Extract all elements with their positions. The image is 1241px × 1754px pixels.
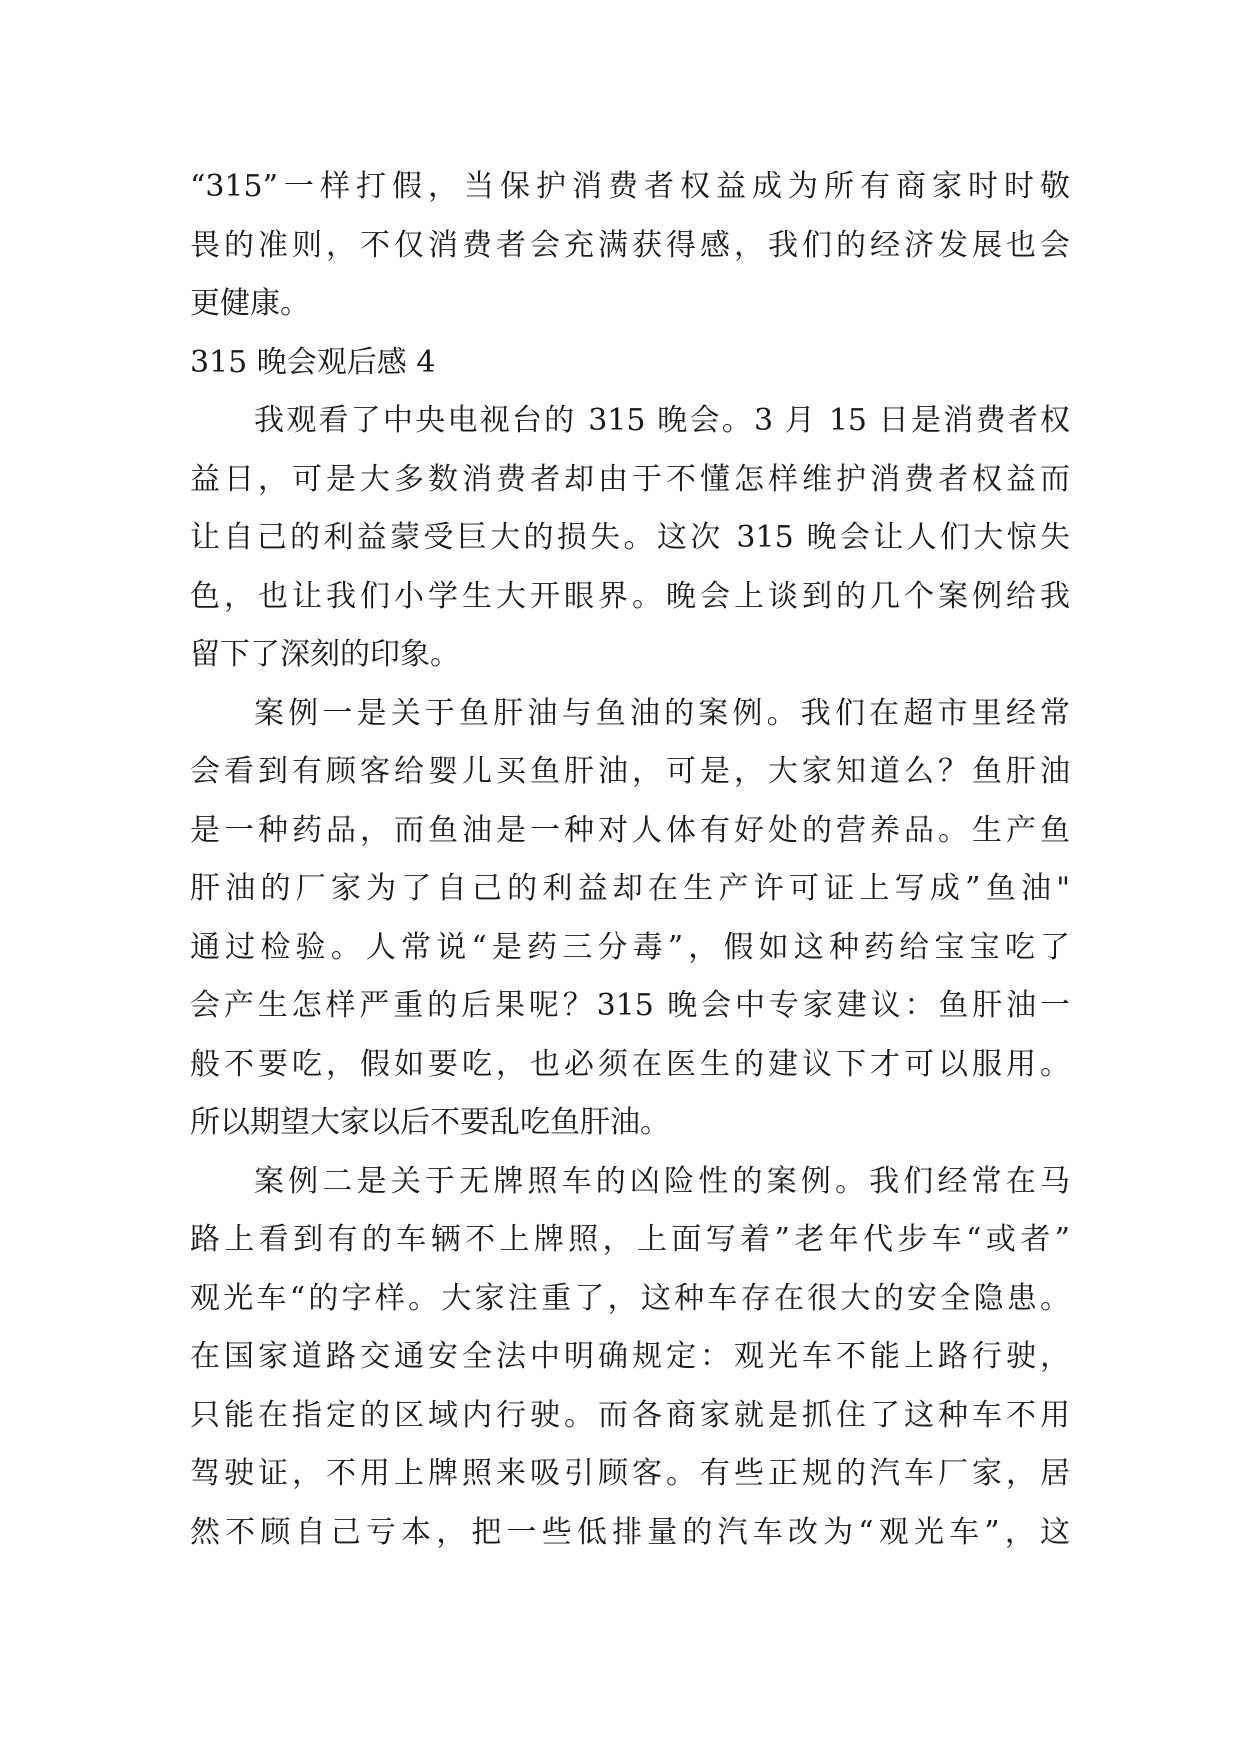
text-line: 我观看了中央电视台的 315 晚会。3 月 15 日是消费者权 bbox=[254, 403, 1070, 438]
text-line: 驾驶证，不用上牌照来吸引顾客。有些正规的汽车厂家，居 bbox=[190, 1456, 1070, 1491]
text-line: 只能在指定的区域内行驶。而各商家就是抓住了这种车不用 bbox=[190, 1397, 1070, 1433]
text-line: 是一种药品，而鱼油是一种对人体有好处的营养品。生产鱼 bbox=[190, 812, 1070, 848]
document-body bbox=[190, 158, 1070, 1562]
text-line: 会产生怎样严重的后果呢？315 晚会中专家建议：鱼肝油一 bbox=[190, 988, 1070, 1023]
text-line: 留下了深刻的印象。 bbox=[190, 637, 460, 672]
text-line: 会看到有顾客给婴儿买鱼肝油，可是，大家知道么？鱼肝油 bbox=[190, 754, 1070, 789]
text-line: 案例一是关于鱼肝油与鱼油的案例。我们在超市里经常 bbox=[254, 695, 1070, 731]
text-line: 色，也让我们小学生大开眼界。晚会上谈到的几个案例给我 bbox=[190, 578, 1070, 614]
text-line: 更健康。 bbox=[190, 286, 310, 321]
text-line: 让自己的利益蒙受巨大的损失。这次 315 晚会让人们大惊失 bbox=[190, 520, 1070, 555]
text-line: 观光车“的字样。大家注重了，这种车存在很大的安全隐患。 bbox=[190, 1280, 1070, 1316]
section-heading: 315 晚会观后感 4 bbox=[190, 344, 436, 380]
text-line: 肝油的厂家为了自己的利益却在生产许可证上写成”鱼油" bbox=[190, 871, 1070, 906]
text-line: 路上看到有的车辆不上牌照，上面写着”老年代步车“或者” bbox=[190, 1222, 1070, 1257]
text-line: 益日，可是大多数消费者却由于不懂怎样维护消费者权益而 bbox=[190, 461, 1070, 497]
text-line: 所以期望大家以后不要乱吃鱼肝油。 bbox=[190, 1105, 670, 1140]
text-line: 畏的准则，不仅消费者会充满获得感，我们的经济发展也会 bbox=[190, 227, 1070, 263]
text-line: 般不要吃，假如要吃，也必须在医生的建议下才可以服用。 bbox=[190, 1046, 1070, 1082]
text-line: 通过检验。人常说“是药三分毒”，假如这种药给宝宝吃了 bbox=[190, 929, 1070, 965]
text-line: 在国家道路交通安全法中明确规定：观光车不能上路行驶， bbox=[190, 1339, 1070, 1374]
text-line: “315”一样打假，当保护消费者权益成为所有商家时时敬 bbox=[190, 169, 1070, 204]
text-line: 然不顾自己亏本，把一些低排量的汽车改为“观光车”，这 bbox=[190, 1514, 1070, 1550]
text-line: 案例二是关于无牌照车的凶险性的案例。我们经常在马 bbox=[254, 1163, 1070, 1199]
